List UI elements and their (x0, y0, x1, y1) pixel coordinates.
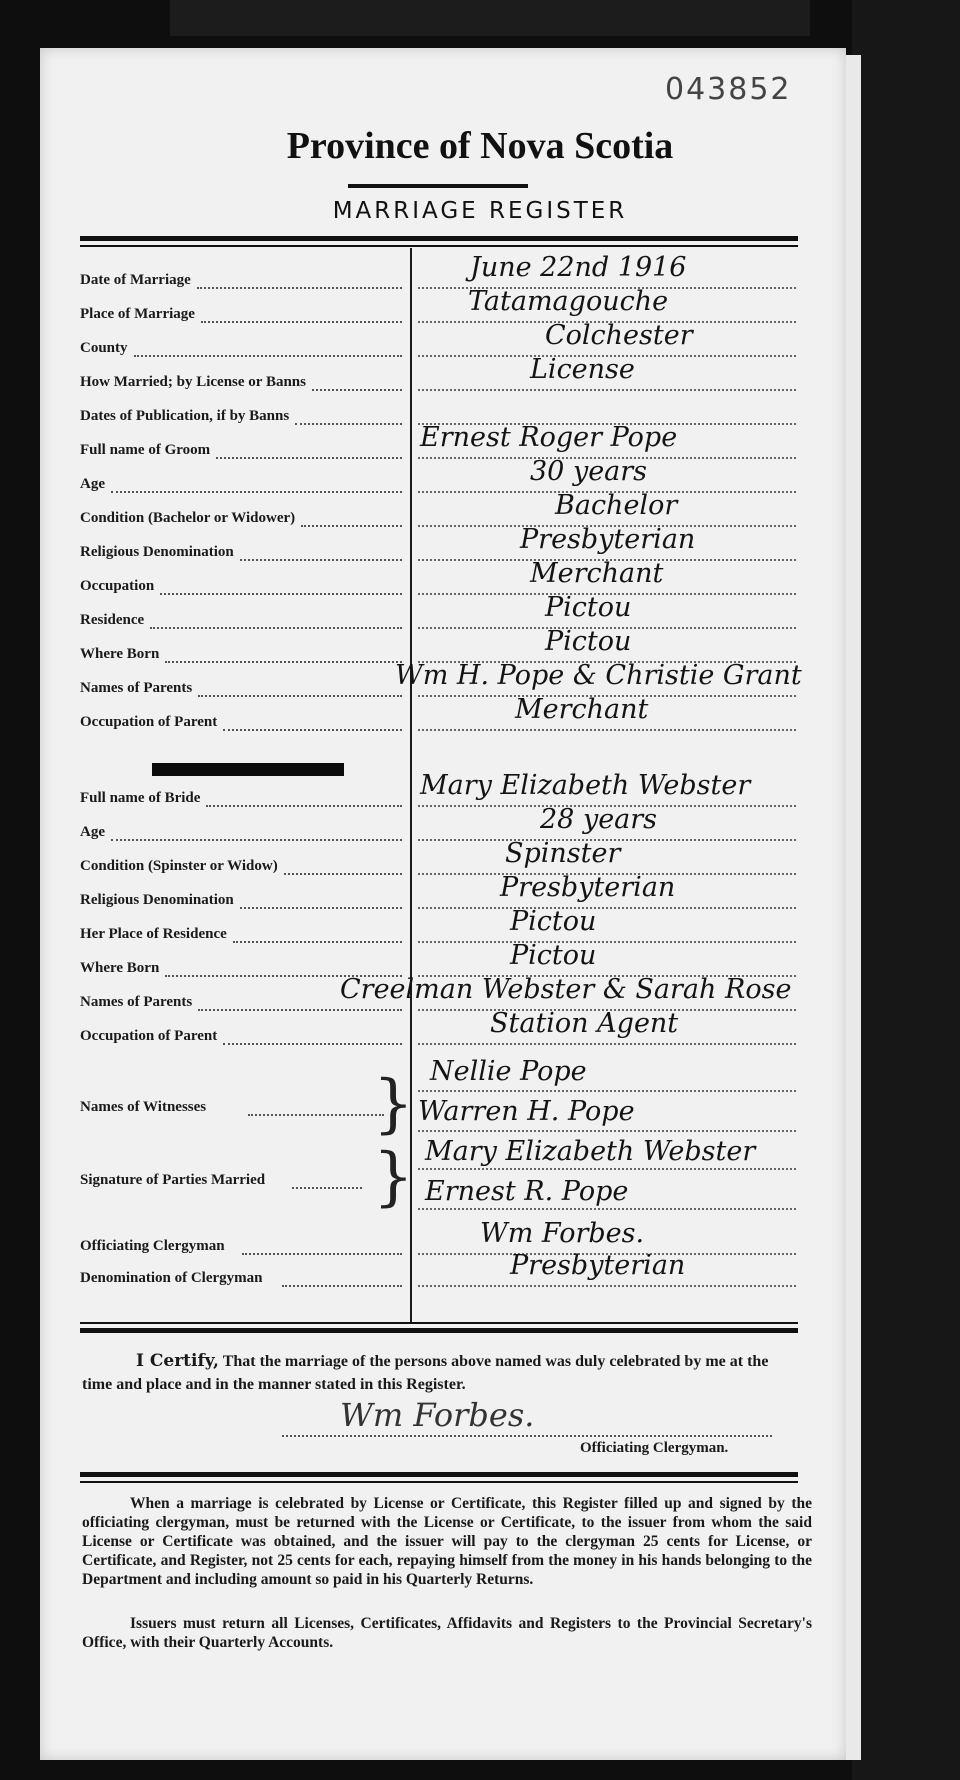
form-title: Province of Nova Scotia (286, 125, 674, 167)
field-value: Wm H. Pope & Christie Grant (395, 660, 802, 691)
field-label: Date of Marriage (80, 272, 191, 288)
title-underline (348, 184, 528, 188)
field-label: Full name of Groom (80, 442, 211, 458)
field-label: Occupation of Parent (80, 1028, 218, 1044)
field-leader-dots (165, 661, 402, 663)
certify-signature-line (282, 1435, 772, 1437)
field-leader-dots (201, 321, 402, 323)
field-value: Bachelor (555, 490, 678, 521)
field-label: Where Born (80, 646, 160, 662)
header-rule-thin (80, 245, 798, 247)
field-leader-dots (206, 805, 402, 807)
certify-signature: Wm Forbes. (340, 1396, 535, 1434)
signatures-leader (292, 1187, 362, 1189)
field-label: Residence (80, 612, 145, 628)
field-label: Age (80, 476, 105, 492)
witness-2-line (418, 1130, 796, 1132)
field-label: Condition (Bachelor or Widower) (80, 510, 296, 526)
witnesses-brace: } (373, 1067, 414, 1141)
field-value: Presbyterian (520, 524, 696, 555)
field-value: Merchant (515, 694, 649, 725)
field-value: Pictou (510, 940, 597, 971)
field-label: County (80, 340, 128, 356)
field-label: Where Born (80, 960, 160, 976)
field-value: Presbyterian (500, 872, 676, 903)
witness-1-signature: Nellie Pope (430, 1056, 587, 1087)
instructions-part-1: When a marriage is celebrated by License or Certificate, this Register filled up and signed by the officiating clergyman, must be returned with the License or Certificate, to the issuer from whom the said License or Certificate was obtained, and the issuer will pay to the clergyman 25 cents for License, or Certificate, and Register, (82, 1495, 812, 1569)
instructions-emphasis: not 25 cents for each, (251, 1552, 393, 1569)
bride-signature: Mary Elizabeth Webster (425, 1136, 756, 1167)
field-leader-dots (216, 457, 402, 459)
field-value: Merchant (530, 558, 664, 589)
certify-caption: Officiating Clergyman. (580, 1440, 729, 1456)
field-leader-dots (233, 941, 402, 943)
field-leader-dots (197, 287, 402, 289)
field-value: Tatamagouche (468, 286, 669, 317)
clergy-denomination-value: Presbyterian (510, 1250, 686, 1281)
field-value: 28 years (540, 804, 658, 835)
field-value: Pictou (510, 906, 597, 937)
field-label: Religious Denomination (80, 544, 234, 560)
issuer-instructions-text: Issuers must return all Licenses, Certificates, Affidavits and Registers to the Provincial Secretary's Office, with their Quarterly Accounts. (82, 1615, 812, 1651)
issuer-instructions (82, 1614, 812, 1652)
signatures-brace: } (373, 1140, 414, 1214)
field-label: Full name of Bride (80, 790, 201, 806)
field-leader-dots (111, 491, 402, 493)
field-leader-dots (312, 389, 402, 391)
field-leader-dots (198, 695, 402, 697)
notes-rule (80, 1472, 798, 1477)
return-instructions (82, 1494, 812, 1589)
scan-right-border (852, 0, 960, 1780)
field-leader-dots (240, 907, 402, 909)
field-label: Names of Parents (80, 680, 193, 696)
field-label: Names of Parents (80, 994, 193, 1010)
register-serial-number: 043852 (665, 72, 792, 107)
field-label: Dates of Publication, if by Banns (80, 408, 290, 424)
field-leader-dots (223, 729, 402, 731)
instructions-part-2: repaying himself from the money in his hands belonging to the Department and including amount so paid in his Quarterly Returns. (82, 1552, 813, 1588)
officiating-clergyman-label: Officiating Clergyman (80, 1238, 225, 1254)
field-label: Occupation of Parent (80, 714, 218, 730)
witness-1-line (418, 1090, 796, 1092)
field-value: Ernest Roger Pope (420, 422, 678, 453)
field-leader-dots (111, 839, 402, 841)
field-leader-dots (160, 593, 402, 595)
field-value: Creelman Webster & Sarah Rose (340, 974, 792, 1005)
field-label: Occupation (80, 578, 155, 594)
certification-text (82, 1350, 798, 1396)
clergy-denomination-label: Denomination of Clergyman (80, 1270, 263, 1286)
field-leader-dots (301, 525, 402, 527)
bride-section-bar (152, 763, 344, 776)
certify-body: That the marriage of the persons above named was duly celebrated by me at the time and place and in the manner stated in this Register. (82, 1353, 769, 1393)
officiating-clergyman-leader (242, 1253, 402, 1255)
field-value: Mary Elizabeth Webster (420, 770, 751, 801)
witness-2-signature: Warren H. Pope (418, 1096, 635, 1127)
field-value: Pictou (545, 626, 632, 657)
clergy-denomination-line (418, 1285, 796, 1287)
clergy-denomination-leader (282, 1285, 402, 1287)
field-leader-dots (198, 1009, 402, 1011)
field-label: Place of Marriage (80, 306, 195, 322)
officiating-clergyman-value: Wm Forbes. (480, 1218, 645, 1249)
field-value: Pictou (545, 592, 632, 623)
field-value: 30 years (530, 456, 648, 487)
signature-2-line (418, 1208, 796, 1210)
signature-1-line (418, 1168, 796, 1170)
field-leader-dots (284, 873, 402, 875)
field-value: June 22nd 1916 (470, 252, 687, 283)
field-leader-dots (223, 1043, 402, 1045)
field-value-line (418, 1043, 796, 1045)
witnesses-label: Names of Witnesses (80, 1099, 207, 1115)
field-value: Spinster (505, 838, 621, 869)
field-value-line (418, 907, 796, 909)
field-value-line (418, 389, 796, 391)
certify-rule-thin (80, 1322, 798, 1324)
field-leader-dots (134, 355, 402, 357)
header-rule (80, 236, 798, 241)
witnesses-leader (248, 1114, 384, 1116)
groom-signature: Ernest R. Pope (425, 1176, 629, 1207)
field-leader-dots (240, 559, 402, 561)
field-label: Condition (Spinster or Widow) (80, 858, 278, 874)
field-leader-dots (150, 627, 402, 629)
field-label: Her Place of Residence (80, 926, 227, 942)
notes-rule-thin (80, 1481, 798, 1483)
field-value: Colchester (545, 320, 693, 351)
certify-rule (80, 1328, 798, 1333)
field-leader-dots (295, 423, 402, 425)
field-label: How Married; by License or Banns (80, 374, 306, 390)
signatures-label: Signature of Parties Married (80, 1172, 266, 1188)
scan-top-edge (170, 0, 810, 36)
field-value-line (418, 729, 796, 731)
field-label: Age (80, 824, 105, 840)
field-value-line (418, 941, 796, 943)
field-label: Religious Denomination (80, 892, 234, 908)
field-value: Station Agent (490, 1008, 679, 1039)
certify-lead: I Certify, (136, 1351, 219, 1371)
form-subtitle: MARRIAGE REGISTER (332, 198, 628, 224)
field-value: License (530, 354, 635, 385)
